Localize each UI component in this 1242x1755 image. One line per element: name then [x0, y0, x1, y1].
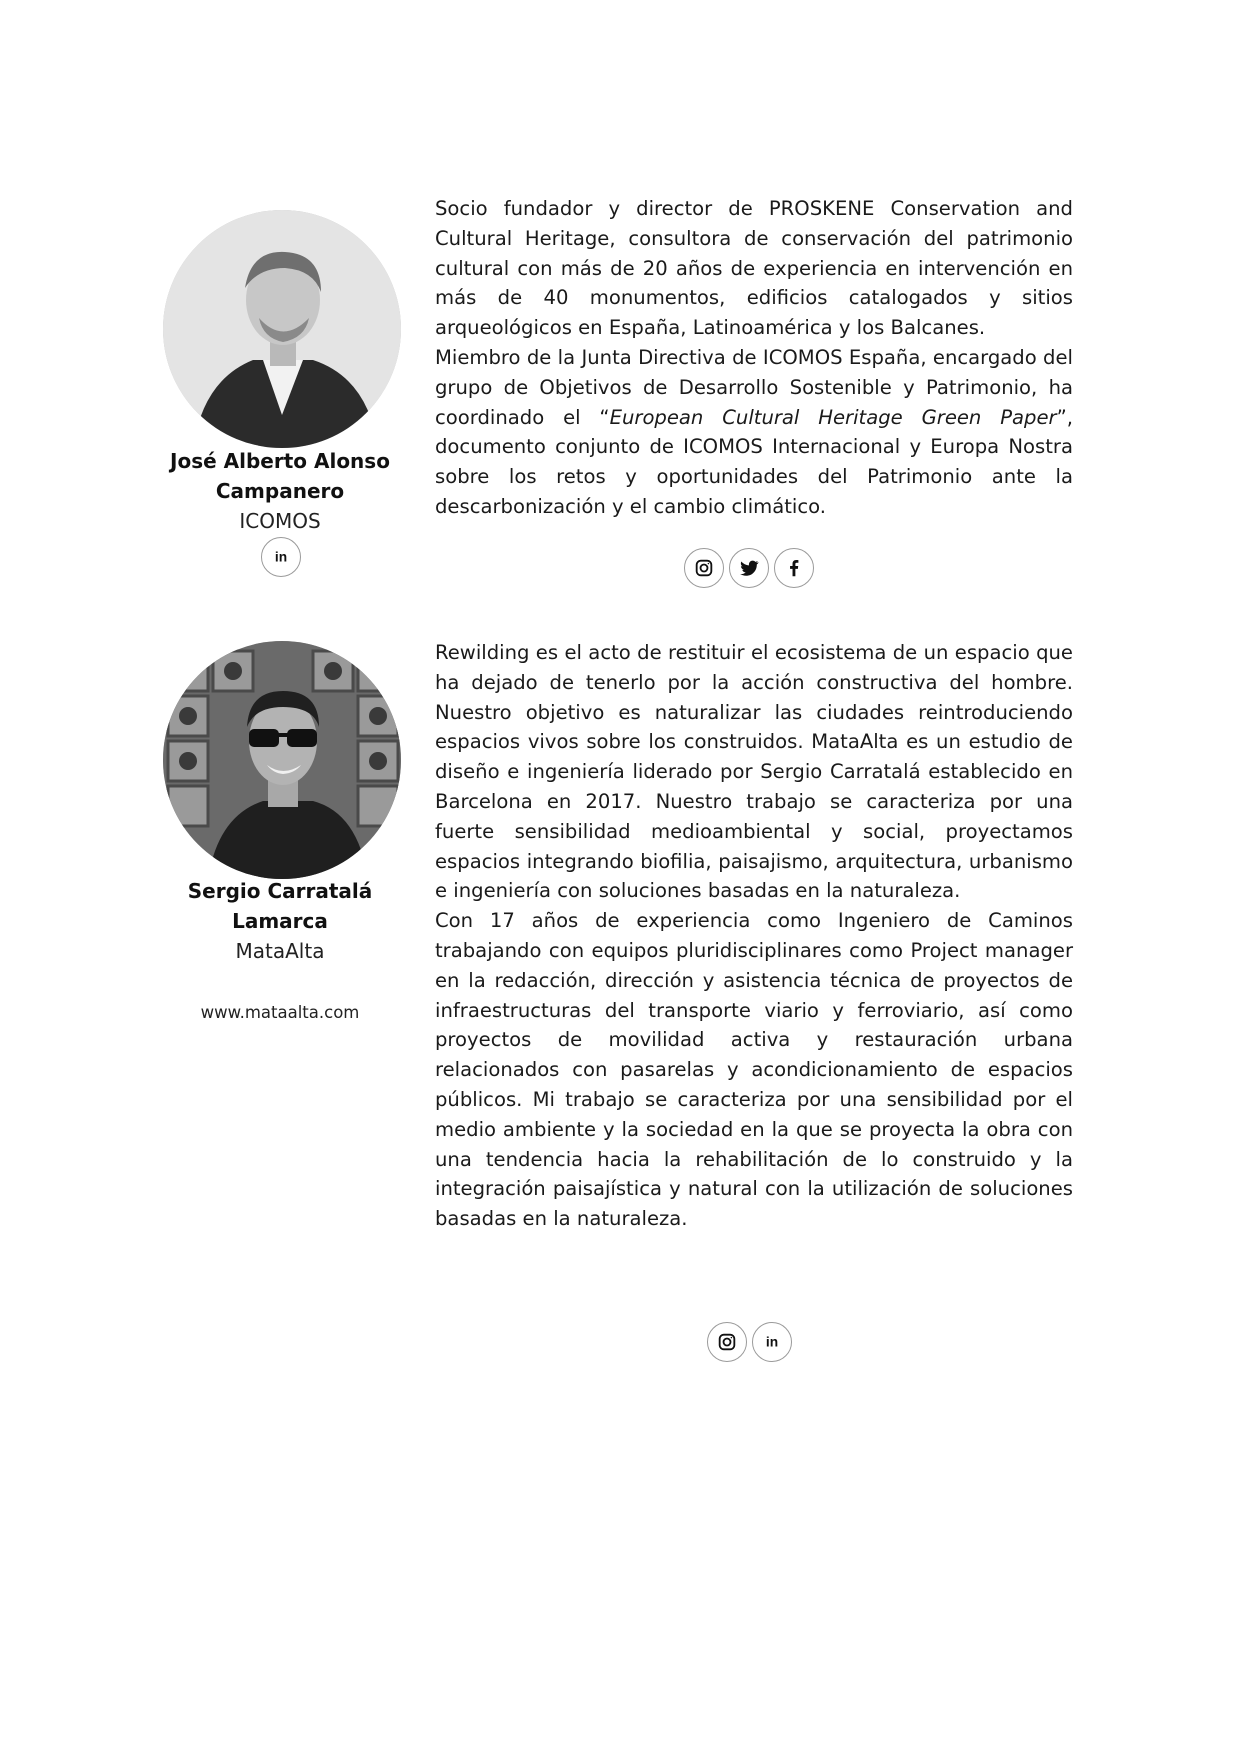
svg-text:in: in [765, 1334, 779, 1350]
portrait-image [163, 210, 401, 448]
bio-paragraph: Con 17 años de experiencia como Ingeniero de Caminos trabajando con equipos pluridisciplinares como Project manager en la redacción, dirección y asistencia técnica de proyectos de infraestructuras del transporte viario y ferroviario, así como proyectos de movilidad activa y restauración urbana relacionados con pasarelas y acondicionamiento de espacios públicos. Mi trabajo se caracteriza por una sensibilidad por el medio ambiente y la sociedad en la que se proyecta la obra con una tendencia hacia la rehabilitación de lo construido y la integración paisajística y natural con la utilización de soluciones basadas en la naturaleza. [435, 909, 1073, 1231]
bio-paragraph: Rewilding es el acto de restituir el ecosistema de un espacio que ha dejado de tenerlo por la acción constructiva del hombre. Nuestro objetivo es naturalizar las ciudades reintroduciendo espacios vivos sobre los construidos. MataAlta es un estudio de diseño e ingeniería liderado por Sergio Carratalá establecido en Barcelona en 2017. Nuestro trabajo se caracteriza por una fuerte sensibilidad medioambiental y social, proyectamos espacios integrando biofilia, paisajismo, arquitectura, urbanismo e ingeniería con soluciones basadas en la naturaleza. [435, 641, 1073, 903]
person-name [140, 876, 420, 936]
name-line-1: Sergio Carratalá [187, 879, 373, 903]
publication-title: European Cultural Heritage Green Paper [609, 405, 1057, 429]
profile-photo [163, 641, 401, 879]
person-name [140, 446, 420, 506]
instagram-icon[interactable] [684, 548, 724, 588]
portrait-image [163, 641, 401, 879]
organization-label: MataAlta [235, 939, 325, 963]
bio-paragraph [435, 343, 1073, 522]
facebook-icon[interactable] [774, 548, 814, 588]
bio-text: Miembro de la Junta Directiva de ICOMOS España, encargado del grupo de Objetivos de Desarrollo Sostenible y Patrimonio, ha coordinado el “ [435, 345, 1073, 429]
social-links [684, 548, 814, 588]
bio-text: ”, documento conjunto de ICOMOS Internacional y Europa Nostra sobre los retos y oportunidades del Patrimonio ante la descarbonización y el cambio climático. [435, 405, 1073, 518]
bio-paragraph: Socio fundador y director de PROSKENE Conservation and Cultural Heritage, consultora de conservación del patrimonio cultural con más de 20 años de experiencia en intervención en más de 40 monumentos, edificios catalogados y sitios arqueológicos en España, Latinoamérica y los Balcanes. [435, 197, 1073, 340]
twitter-icon[interactable] [729, 548, 769, 588]
social-links [707, 1322, 792, 1362]
linkedin-icon[interactable] [752, 1322, 792, 1362]
instagram-icon[interactable] [707, 1322, 747, 1362]
biography [435, 638, 1073, 1234]
profile-links [261, 537, 301, 577]
svg-text:in: in [274, 549, 288, 565]
name-line-2: Campanero [215, 479, 345, 503]
organization-label: ICOMOS [239, 509, 321, 533]
linkedin-icon[interactable] [261, 537, 301, 577]
website-link[interactable]: www.mataalta.com [200, 1003, 360, 1022]
name-line-2: Lamarca [232, 909, 328, 933]
name-line-1: José Alberto Alonso [170, 449, 390, 473]
profile-photo [163, 210, 401, 448]
biography [435, 194, 1073, 522]
